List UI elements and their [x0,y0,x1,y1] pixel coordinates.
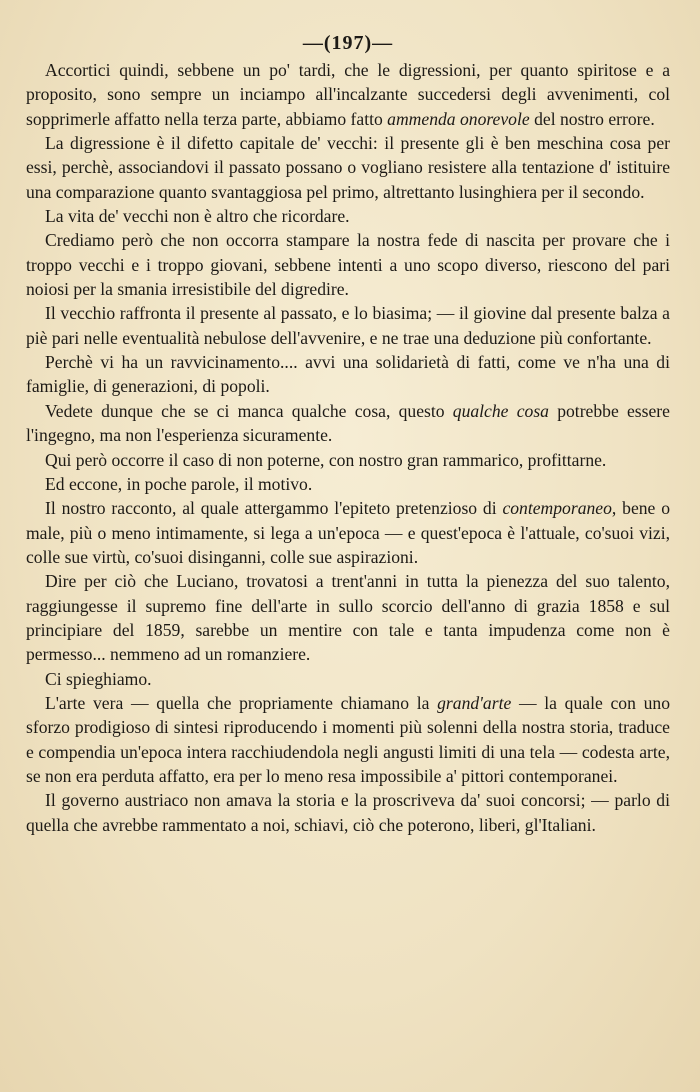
text-run: Accortici quindi, sebbene un po' tardi, che le digressioni, per quanto spiritose e a proposito, sono sempre un inciampo all'incalzante succedersi degli avvenimenti, col sopprimerle affatto nella terza parte, abbiamo fatto [26,60,670,129]
text-run: Perchè vi ha un ravvicinamento.... avvi una solidarietà di fatti, come ve n'ha una di famiglie, di generazioni, di popoli. [26,352,670,397]
page-number: —(197)— [302,32,394,54]
paragraph [26,228,670,301]
paragraph [26,58,670,131]
italic-run: qualche cosa [452,400,549,421]
text-run: Vedete dunque che se ci manca qualche cosa, questo [45,400,453,421]
paragraph [26,496,670,569]
text-run: La vita de' vecchi non è altro che ricordare. [45,206,350,227]
paragraph [26,131,670,204]
text-run: Il nostro racconto, al quale attergammo l'epiteto pretenzioso di [45,498,503,519]
text-run: — la quale con uno sforzo prodigioso di sintesi riproducendo i momenti più solenni della nostra storia, traduce e compendia un'epoca intera racchiudendola negli angusti limiti di una tela — codesta arte, se non era perduta affatto, era per lo meno resa impossibile a' pittori contemporanei. [26,692,670,786]
paragraph [26,667,670,691]
italic-run: ammenda onorevole [387,108,530,129]
text-run: Il vecchio raffronta il presente al passato, e lo biasima; — il giovine dal presente balza a piè pari nelle eventualità nebulose dell'avvenire, e ne trae una deduzione più confortante. [26,303,670,348]
paragraph [26,350,670,399]
paragraph [26,569,670,666]
text-run: Ci spieghiamo. [45,668,152,689]
paragraph [26,788,670,837]
text-run: Il governo austriaco non amava la storia e la proscriveva da' suoi concorsi; — parlo di quella che avrebbe rammentato a noi, schiavi, ciò che poterono, liberi, gl'Italiani. [26,790,670,835]
paragraph [26,472,670,496]
text-run: , bene o male, più o meno intimamente, si lega a un'epoca — e quest'epoca è l'attuale, co'suoi vizi, colle sue virtù, co'suoi disinganni, colle sue aspirazioni. [26,498,670,567]
text-run: La digressione è il difetto capitale de' vecchi: il presente gli è ben meschina cosa per essi, perchè, associandovi il passato possano o vogliano resistere alla tentazione d' istituire una comparazione quanto svantaggiosa pel primo, altrettanto lusinghiera per il secondo. [26,133,670,202]
text-run: Crediamo però che non occorra stampare la nostra fede di nascita per provare che i troppo vecchi e i troppo giovani, sebbene intenti a uno scopo diverso, riescono del pari noiosi per la smania irresistibile del digredire. [26,230,670,300]
paragraph [26,691,670,788]
paragraph [26,204,670,228]
italic-run: grand'arte [437,692,512,713]
body-text [26,58,670,837]
text-run: Qui però occorre il caso di non poterne, con nostro gran rammarico, profittarne. [45,449,607,470]
paragraph [26,301,670,350]
text-run: del nostro errore. [529,108,655,129]
text-run: L'arte vera — quella che propriamente chiamano la [45,692,438,713]
text-run: Ed eccone, in poche parole, il motivo. [45,473,313,494]
text-run: Dire per ciò che Luciano, trovatosi a trent'anni in tutta la pienezza del suo talento, raggiungesse il supremo fine dell'arte in sullo scorcio dell'anno di grazia 1858 e sul principiare del 1859, sarebbe un mentire con tale e tanta impudenza come non è permesso... nemmeno ad un romanziere. [26,571,670,665]
paragraph [26,448,670,472]
text-run: potrebbe essere l'ingegno, ma non l'esperienza sicuramente. [26,400,670,446]
paragraph [26,399,670,448]
italic-run: contemporaneo [502,498,612,519]
